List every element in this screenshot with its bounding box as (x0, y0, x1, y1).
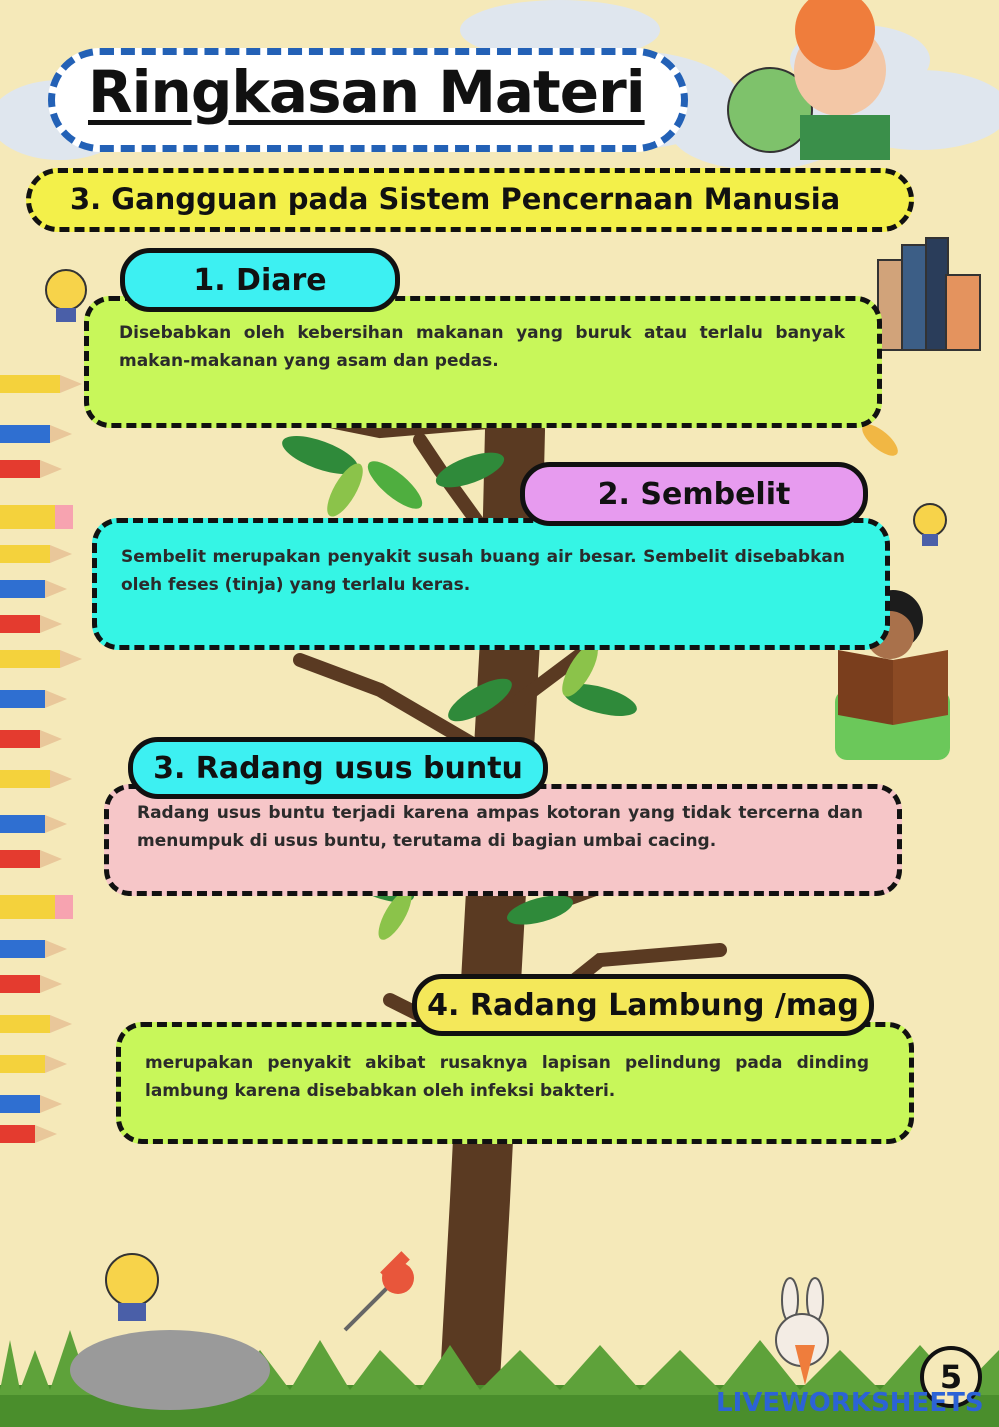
sembelit-label: 2. Sembelit (520, 462, 868, 526)
sembelit-description: Sembelit merupakan penyakit susah buang air besar. Sembelit disebabkan oleh feses (tinja) yang terlalu keras. (121, 547, 845, 595)
radang-usus-buntu-description: Radang usus buntu terjadi karena ampas kotoran yang tidak tercerna dan menumpuk di usus buntu, terutama di bagian umbai cacing. (137, 803, 863, 851)
page-title: Ringkasan Materi (88, 58, 645, 126)
radang-lambung-description: merupakan penyakit akibat rusaknya lapisan pelindung pada dinding lambung karena disebabkan oleh infeksi bakteri. (145, 1053, 869, 1101)
liveworksheets-watermark: LIVEWORKSHEETS (716, 1388, 984, 1418)
bunny-icon (776, 1278, 828, 1385)
radang-usus-buntu-label: 3. Radang usus buntu (128, 737, 548, 799)
rock-icon (70, 1330, 270, 1410)
pencils-icon (0, 375, 82, 1143)
section-heading: 3. Gangguan pada Sistem Pencernaan Manusia (70, 182, 841, 216)
diare-text-box (84, 296, 882, 428)
radang-usus-buntu-text-box (104, 784, 902, 896)
girl-globe-icon (728, 0, 890, 160)
page-number: 5 (920, 1346, 982, 1408)
diare-label: 1. Diare (120, 248, 400, 312)
pushpin-icon (345, 1251, 414, 1330)
diare-description: Disebabkan oleh kebersihan makanan yang buruk atau terlalu banyak makan-makanan yang asam dan pedas. (119, 323, 845, 371)
radang-lambung-label: 4. Radang Lambung /mag (412, 974, 874, 1036)
radang-lambung-text-box (116, 1022, 914, 1144)
sembelit-text-box (92, 518, 890, 650)
books-icon (878, 238, 980, 350)
